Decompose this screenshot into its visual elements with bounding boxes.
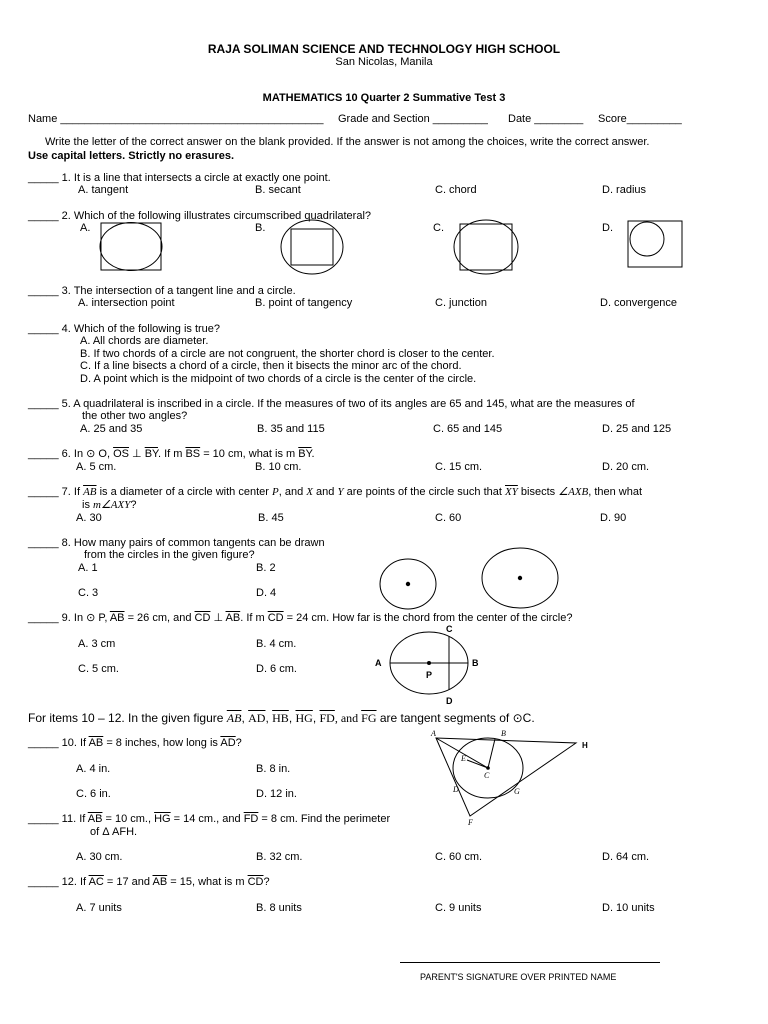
answer-blank: _____ [28,285,59,297]
svg-text:G: G [514,787,520,796]
q4-choice-b: B. If two chords of a circle are not congruent, the shorter chord is closer to the center. [80,348,495,360]
q9-choice-d: D. 6 cm. [256,663,297,675]
fig-label-a: A [375,658,382,668]
q12-choice-c: C. 9 units [435,902,482,914]
question-5-line2: the other two angles? [82,410,188,422]
q2-choice-d: D. [602,222,613,234]
answer-blank: _____ [28,813,59,825]
q8-choice-d: D. 4 [256,587,277,599]
answer-blank: _____ [28,323,59,335]
question-9: _____ 9. In ⊙ P, $\overline{AB} = 26$ cm, and $\overline{CD}$ ⊥ $\overline{AB}$. If m $\overline{CD} = 24$ cm. How far is the chord from the center of the circle? [28,612,573,624]
svg-text:A: A [431,729,436,738]
q2-figure-d [627,220,685,270]
svg-text:E: E [461,754,466,763]
q7-choice-d: D. 90 [600,512,627,524]
q11-choice-b: B. 32 cm. [256,851,303,863]
q2-choice-a: A. [80,222,91,234]
q3-choice-a: A. intersection point [78,297,175,309]
q7-choice-c: C. 60 [435,512,462,524]
question-10: _____ 10. If $\overline{AB} = 8$ inches, how long is $\overline{AD}$? [28,737,242,749]
q7-choice-b: B. 45 [258,512,284,524]
q3-choice-b: B. point of tangency [255,297,353,309]
date-field: Date ________ [508,113,584,125]
q4-choice-a: A. All chords are diameter. [80,335,209,347]
q5-choice-b: B. 35 and 115 [257,423,325,435]
question-7: _____ 7. If $\overline{AB}$ is a diameter of a circle with center P, and X and Y are points of the circle such that $\overline{XY}$ bisects ∠AXB, then what [28,486,643,498]
answer-blank: _____ [28,876,59,888]
q11-choice-c: C. 60 cm. [435,851,483,863]
q6-choice-b: B. 10 cm. [255,461,302,473]
school-name: RAJA SOLIMAN SCIENCE AND TECHNOLOGY HIGH SCHOOL [207,42,561,56]
q7-choice-a: A. 30 [76,512,102,524]
items-10-12-intro: For items 10 – 12. In the given figure $\overline{AB}$, $\overline{AD}$, $\overline{HB}$, $\overline{HG}$, $\overline{FD}$, and $\overline{FG}$ are tangent segments of ⊙C. [28,711,535,725]
svg-text:C: C [484,771,490,780]
school-location: San Nicolas, Manila [335,56,433,68]
question-4: _____ 4. Which of the following is true? [28,323,221,335]
grade-section-field: Grade and Section _________ [338,113,488,125]
q12-choice-b: B. 8 units [256,902,302,914]
test-title: MATHEMATICS 10 Quarter 2 Summative Test 3 [262,92,506,104]
q6-choice-c: C. 15 cm. [435,461,483,473]
q10-choice-c: C. 6 in. [76,788,111,800]
q1-choice-a: A. tangent [78,184,129,196]
q3-choice-d: D. convergence [600,297,678,309]
question-1: _____ 1. It is a line that intersects a circle at exactly one point. [28,172,331,184]
svg-text:F: F [468,818,473,827]
q8-choice-b: B. 2 [256,562,276,574]
q12-choice-d: D. 10 units [602,902,655,914]
q1-choice-c: C. chord [435,184,477,196]
q1-choice-b: B. secant [255,184,301,196]
fig-label-c: C [446,624,453,634]
q5-choice-a: A. 25 and 35 [80,423,143,435]
q6-choice-a: A. 5 cm. [76,461,117,473]
q5-choice-d: D. 25 and 125 [602,423,672,435]
q10-choice-a: A. 4 in. [76,763,111,775]
q2-figure-a [100,222,162,272]
question-8-line2: from the circles in the given figure? [84,549,255,561]
question-7-line2: is m∠AXY? [82,499,137,511]
q5-choice-c: C. 65 and 145 [433,423,503,435]
question-2: _____ 2. Which of the following illustrates circumscribed quadrilateral? [28,210,372,222]
q9-circle-figure [370,622,490,708]
svg-text:B: B [501,729,506,738]
question-11: _____ 11. If $\overline{AB} = 10$ cm., $\overline{HG} = 14$ cm., and $\overline{FD} = 8$ cm. Find the perimeter [28,813,391,825]
question-12: _____ 12. If $\overline{AC} = 17$ and $\overline{AB} = 15$, what is m $\overline{CD}$? [28,876,270,888]
question-5: _____ 5. A quadrilateral is inscribed in a circle. If the measures of two of its angles are 65 and 145, what are the measures of [28,398,635,410]
circle-dot-icon: ⊙ [86,612,96,624]
q2-choice-b: B. [255,222,266,234]
name-field: Name ___________________________________________ [28,113,324,125]
answer-blank: _____ [28,398,59,410]
question-8: _____ 8. How many pairs of common tangents can be drawn [28,537,325,549]
score-field: Score_________ [598,113,682,125]
answer-blank: _____ [28,537,59,549]
q12-choice-a: A. 7 units [76,902,122,914]
answer-blank: _____ [28,172,59,184]
fig-label-b: B [472,658,479,668]
q4-choice-d: D. A point which is the midpoint of two chords of a circle is the center of the circle. [80,373,477,385]
signature-label: PARENT'S SIGNATURE OVER PRINTED NAME [420,972,617,982]
instructions-line1: Write the letter of the correct answer on the blank provided. If the answer is not among the choices, write the correct answer. [45,136,650,148]
q8-choice-c: C. 3 [78,587,99,599]
q8-circles-figure [378,548,548,610]
tangent-triangle-figure [426,726,596,826]
q3-choice-c: C. junction [435,297,487,309]
q11-choice-d: D. 64 cm. [602,851,650,863]
q9-choice-a: A. 3 cm [78,638,116,650]
instructions-line2: Use capital letters. Strictly no erasures. [28,150,235,162]
q2-figure-c [452,218,520,276]
q2-choice-c: C. [433,222,444,234]
signature-line [400,962,660,963]
answer-blank: _____ [28,210,59,222]
question-3: _____ 3. The intersection of a tangent line and a circle. [28,285,296,297]
q11-choice-a: A. 30 cm. [76,851,123,863]
circle-dot-icon: ⊙ [86,448,96,460]
q4-choice-c: C. If a line bisects a chord of a circle, then it bisects the minor arc of the chord. [80,360,462,372]
q10-choice-d: D. 12 in. [256,788,297,800]
svg-text:D: D [453,785,459,794]
svg-text:H: H [582,741,588,750]
question-11-line2: of Δ AFH. [90,826,138,838]
answer-blank: _____ [28,612,59,624]
q9-choice-c: C. 5 cm. [78,663,119,675]
answer-blank: _____ [28,737,59,749]
q9-choice-b: B. 4 cm. [256,638,297,650]
fig-label-d: D [446,696,453,706]
q2-figure-b [280,219,344,275]
answer-blank: _____ [28,486,59,498]
fig-label-p: P [426,670,433,680]
answer-blank: _____ [28,448,59,460]
q8-choice-a: A. 1 [78,562,98,574]
circle-dot-icon: ⊙ [512,711,523,725]
q1-choice-d: D. radius [602,184,647,196]
q6-choice-d: D. 20 cm. [602,461,650,473]
q10-choice-b: B. 8 in. [256,763,291,775]
question-6: _____ 6. In ⊙ O, $\overline{OS}$ ⊥ $\overline{BY}$. If m $\overline{BS} = 10$ cm, what is m $\overline{BY}$. [28,448,315,460]
